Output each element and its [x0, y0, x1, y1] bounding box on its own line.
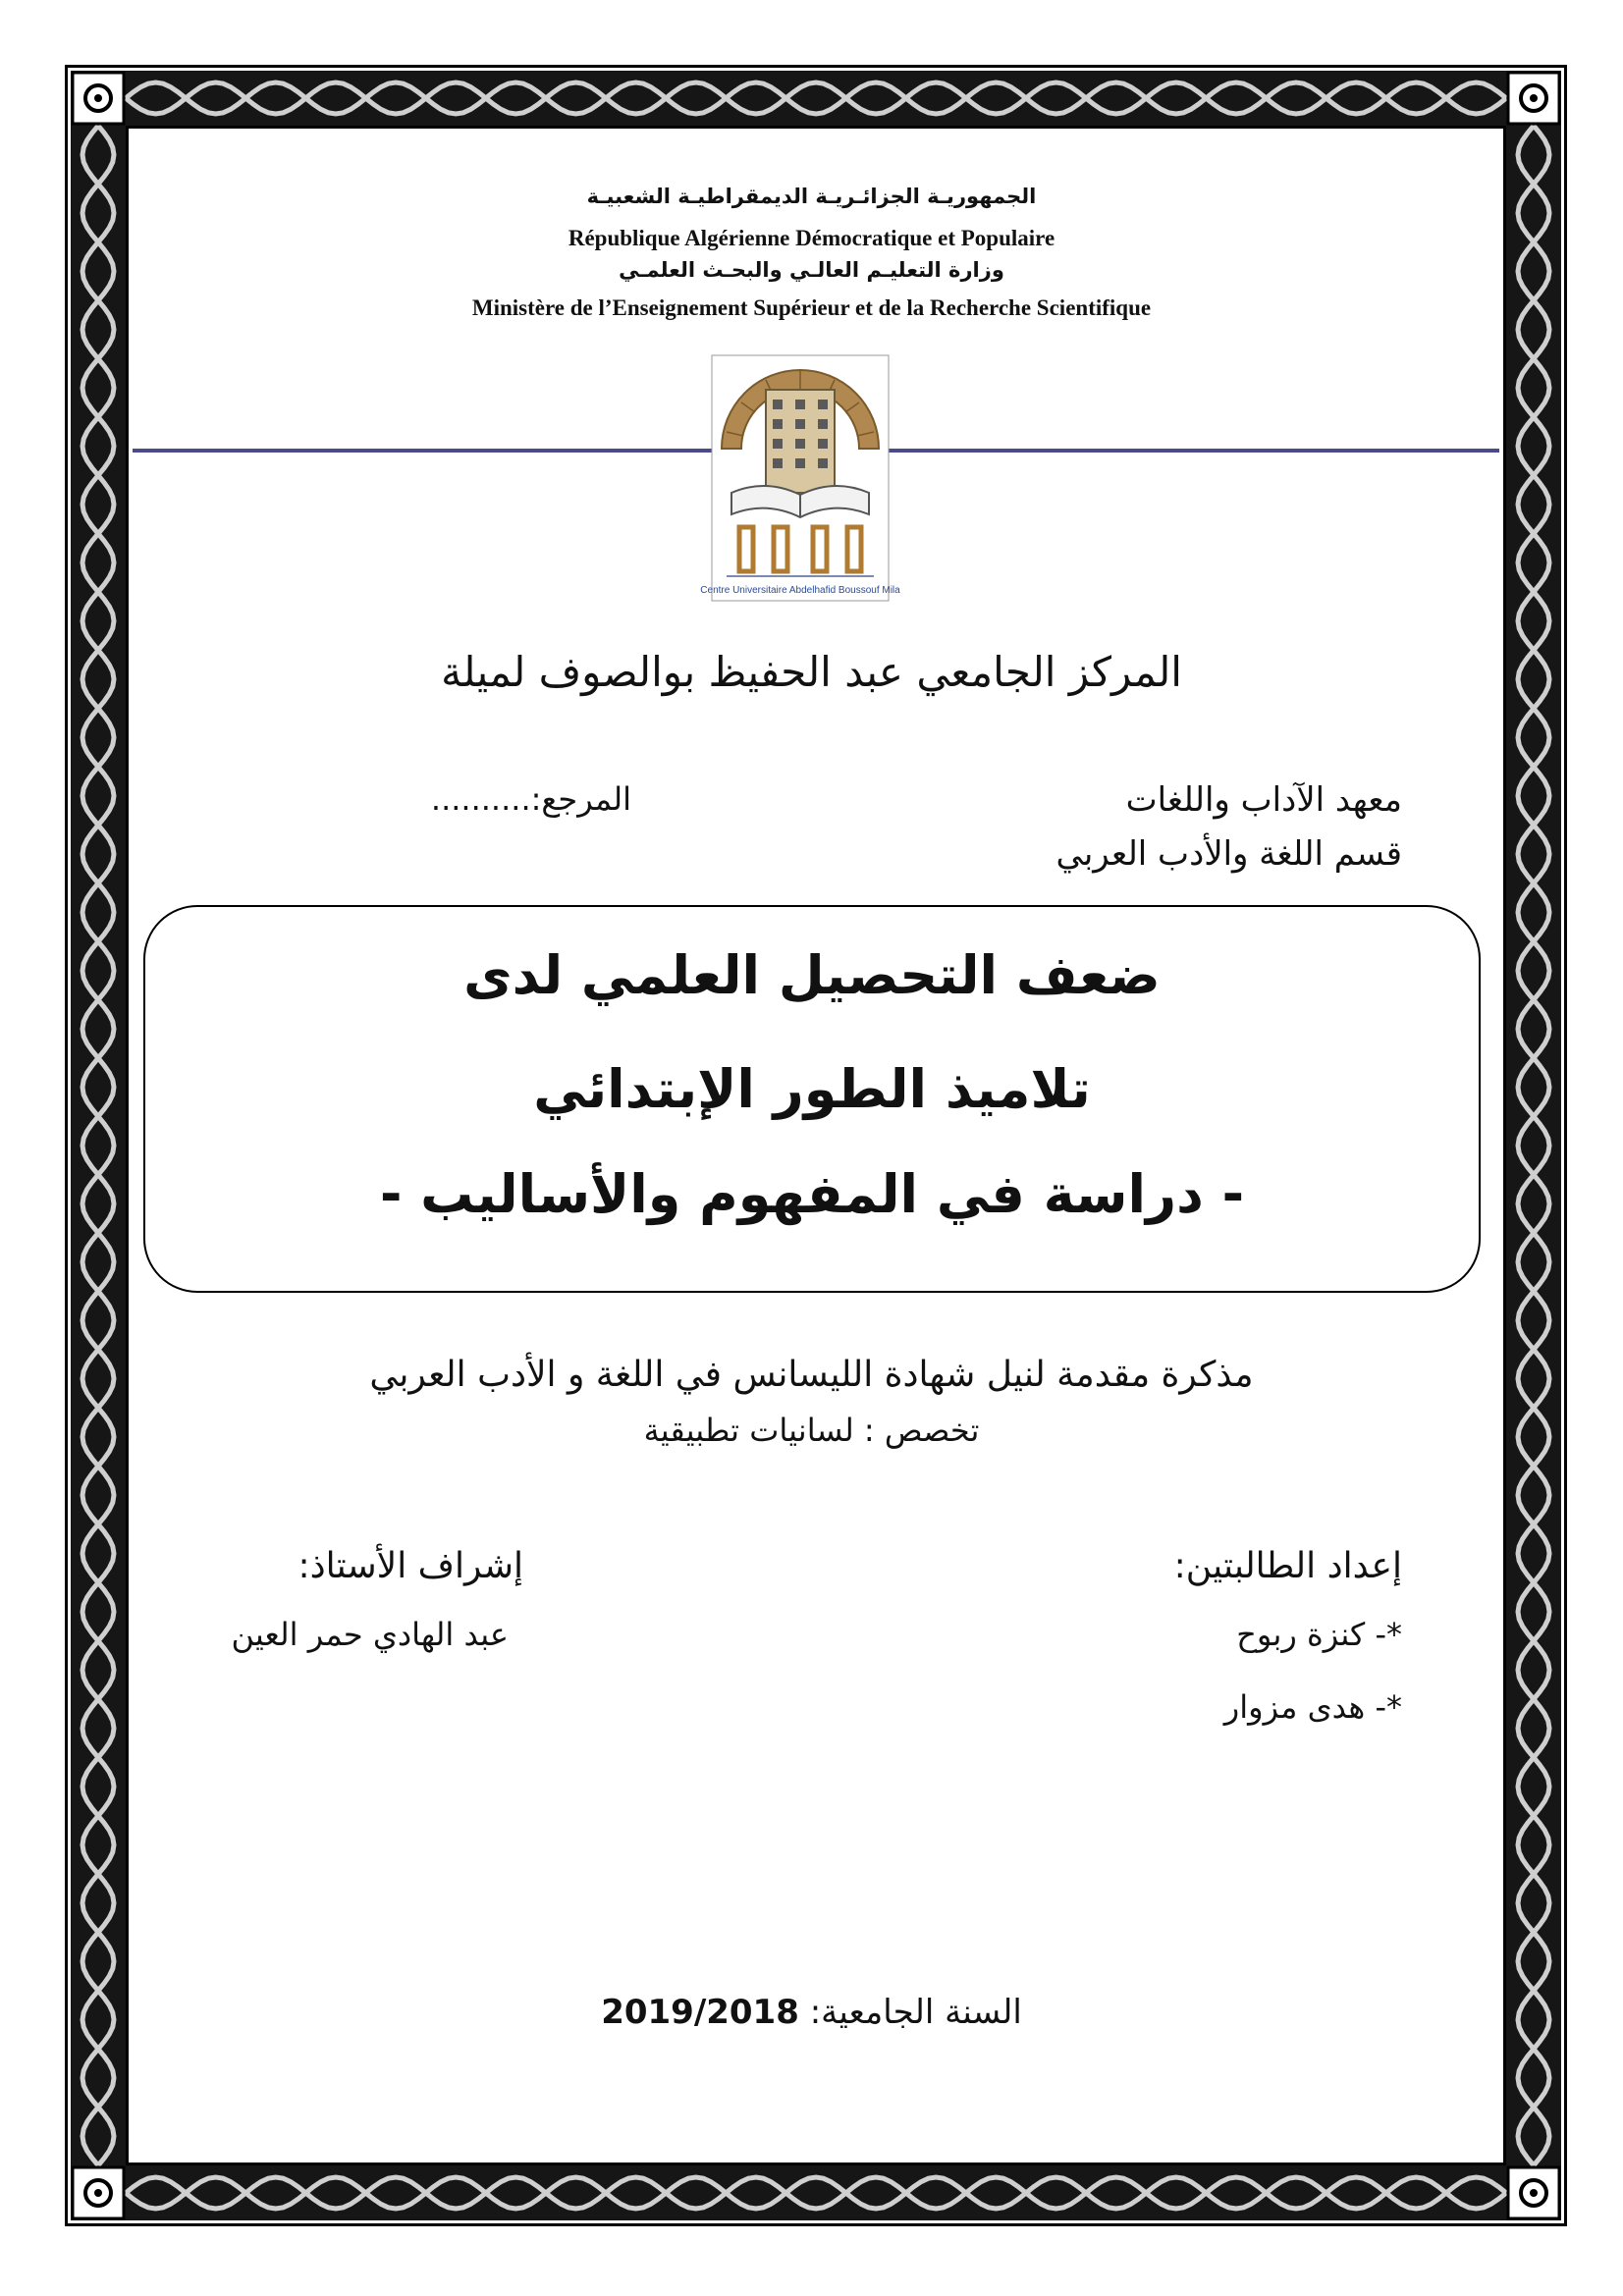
student-1: *- كنزة ربوح [1236, 1616, 1402, 1653]
supervisor-name: عبد الهادي حمر العين [231, 1616, 509, 1653]
prepared-by-label: إعداد الطالبتين: [1173, 1546, 1402, 1586]
department-name: قسم اللغة والأدب العربي [1055, 834, 1402, 874]
academic-year-label: السنة الجامعية: [809, 1993, 1022, 2032]
supervisor-label: إشراف الأستاذ: [298, 1546, 523, 1586]
university-logo [700, 355, 900, 601]
academic-year-value: 2019/2018 [601, 1993, 799, 2032]
republic-ar: الجمهوريـة الجزائـريـة الديمقراطيـة الشعبيـة [586, 185, 1037, 208]
title-line-1: ضعف التحصيل العلمي لدى [463, 944, 1161, 1006]
institute-name: معهد الآداب واللغات [1125, 780, 1402, 820]
specialty-text: تخصص : لسانيات تطبيقية [643, 1412, 980, 1449]
title-line-3: - دراسة في المفهوم والأساليب - [379, 1163, 1245, 1225]
university-name: المركز الجامعي عبد الحفيظ بوالصوف لميلة [441, 648, 1182, 696]
student-2: *- هدى مزوار [1223, 1688, 1402, 1726]
ministry-ar: وزارة التعليـم العالـي والبحـث العلمـي [619, 258, 1004, 282]
memo-text: مذكرة مقدمة لنيل شهادة الليسانس في اللغة و الأدب العربي [369, 1355, 1254, 1395]
reference-field: المرجع:.......... [430, 780, 631, 818]
ministry-fr: Ministère de l’Enseignement Supérieur et de la Recherche Scientifique [471, 295, 1152, 320]
logo-caption: Centre Universitaire Abdelhafid Boussouf Mila [700, 585, 900, 596]
title-line-2: تلاميذ الطور الإبتدائي [533, 1058, 1091, 1120]
republic-fr: République Algérienne Démocratique et Populaire [568, 226, 1055, 250]
academic-year [0, 1993, 1623, 2032]
